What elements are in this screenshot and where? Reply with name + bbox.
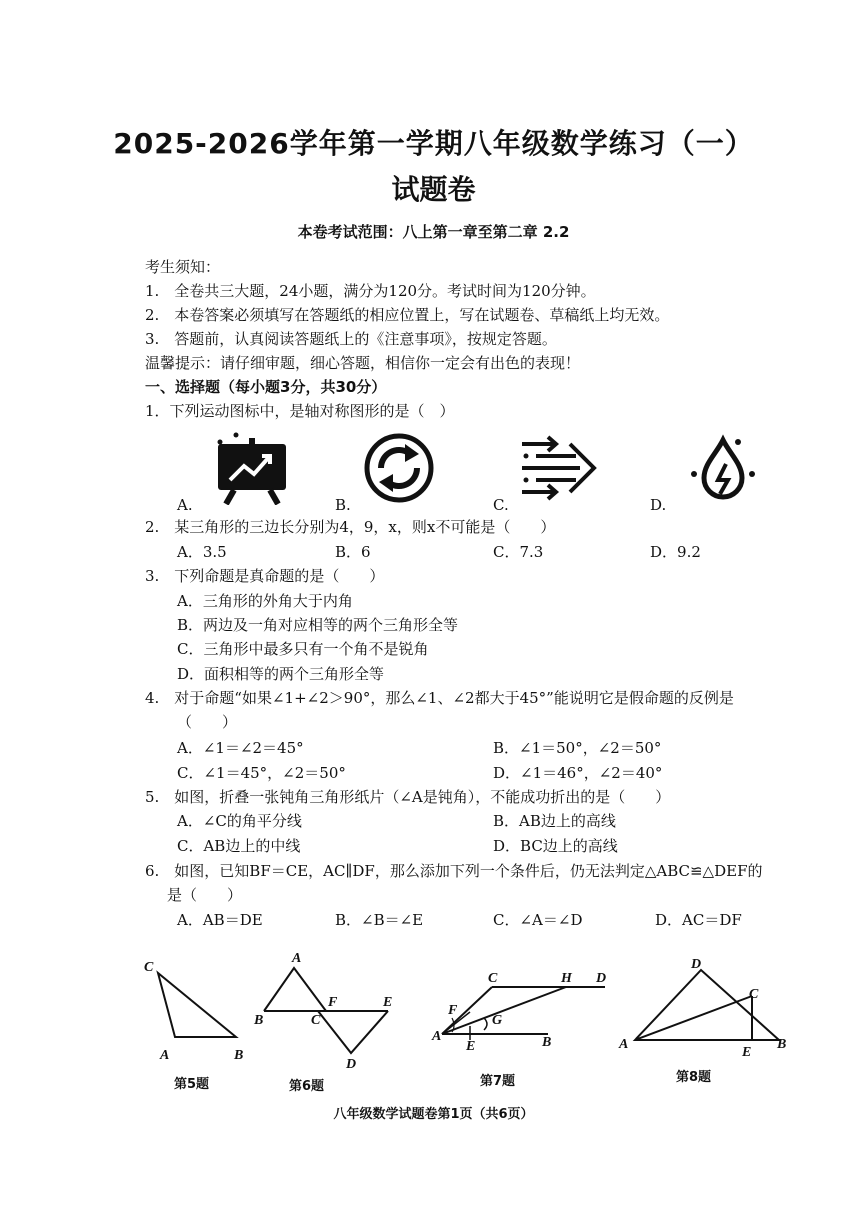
q6-stem: 6. 如图，已知BF＝CE，AC∥DF，那么添加下列一个条件后，仍无法判定△ABC≌△DEF的 <box>145 862 763 880</box>
figure-8-caption: 第8题 <box>676 1070 712 1085</box>
q5-option-c: C．AB边上的中线 <box>177 837 301 855</box>
q2-option-b: B．6 <box>335 543 371 561</box>
fig6-label-f: F <box>328 995 338 1010</box>
fig8-label-e: E <box>742 1045 752 1060</box>
figure-7-caption: 第7题 <box>480 1074 516 1089</box>
q3-option-d: D．面积相等的两个三角形全等 <box>177 665 385 683</box>
q3-option-c: C．三角形中最多只有一个角不是锐角 <box>177 640 429 658</box>
water-drop-energy-icon <box>686 434 760 504</box>
fig7-label-d: D <box>596 971 607 986</box>
notice-item-2: 2. 本卷答案必须填写在答题纸的相应位置上，写在试题卷、草稿纸上均无效。 <box>145 306 670 324</box>
exam-scope: 本卷考试范围：八上第一章至第二章 2.2 <box>297 223 570 241</box>
q6-option-a: A．AB＝DE <box>177 911 263 929</box>
fig8-label-c: C <box>749 987 759 1002</box>
fig7-label-e: E <box>466 1039 476 1054</box>
fig7-label-h: H <box>561 971 572 986</box>
fig8-label-b: B <box>777 1037 787 1052</box>
figure-6-triangles <box>248 948 408 1073</box>
q5-option-d: D．BC边上的高线 <box>493 837 618 855</box>
q5-option-b: B．AB边上的高线 <box>493 812 616 830</box>
q2-option-d: D．9.2 <box>650 543 701 561</box>
fig5-label-c: C <box>144 960 154 975</box>
q4-option-a: A．∠1＝∠2＝45° <box>177 739 304 757</box>
fig7-label-b: B <box>542 1035 552 1050</box>
fig5-label-a: A <box>160 1048 170 1063</box>
fig7-label-a: A <box>432 1029 442 1044</box>
fig7-label-c: C <box>488 971 498 986</box>
q6-option-d: D．AC＝DF <box>655 911 742 929</box>
notice-item-3: 3. 答题前，认真阅读答题纸上的《注意事项》，按规定答题。 <box>145 330 557 348</box>
fig6-label-d: D <box>346 1057 357 1072</box>
q4-stem: 4. 对于命题“如果∠1+∠2＞90°，那么∠1、∠2都大于45°”能说明它是假命题的反例是 <box>145 689 734 707</box>
fig7-label-g: G <box>492 1013 503 1028</box>
fig6-label-e: E <box>383 995 393 1010</box>
figure-6-caption: 第6题 <box>289 1079 325 1094</box>
speed-arrows-icon <box>518 432 600 502</box>
fig6-label-a: A <box>292 951 302 966</box>
page-subtitle: 试题卷 <box>391 173 476 206</box>
q1-stem: 1．下列运动图标中，是轴对称图形的是（ ） <box>145 402 455 420</box>
q3-option-a: A．三角形的外角大于内角 <box>177 592 353 610</box>
recycle-arrows-icon <box>363 432 435 504</box>
q2-stem: 2. 某三角形的三边长分别为4，9，x，则x不可能是（ ） <box>145 518 556 536</box>
q1-option-c: C. <box>493 496 509 514</box>
q4-option-d: D．∠1＝46°，∠2＝40° <box>493 764 663 782</box>
notice-tip: 温馨提示：请仔细审题，细心答题，相信你一定会有出色的表现！ <box>145 354 581 372</box>
q2-option-c: C．7.3 <box>493 543 544 561</box>
page-title: 2025-2026学年第一学期八年级数学练习（一） <box>113 127 754 160</box>
q6-option-c: C．∠A＝∠D <box>493 911 583 929</box>
figure-7-parallel-lines <box>428 962 618 1054</box>
q5-option-a: A．∠C的角平分线 <box>177 812 302 830</box>
fig5-label-b: B <box>234 1048 244 1063</box>
q1-option-d: D. <box>650 496 667 514</box>
q4-option-b: B．∠1＝50°，∠2＝50° <box>493 739 662 757</box>
figure-5-caption: 第5题 <box>174 1077 210 1092</box>
fig6-label-c: C <box>311 1013 321 1028</box>
page-footer: 八年级数学试题卷第1页（共6页） <box>333 1107 534 1122</box>
q3-stem: 3. 下列命题是真命题的是（ ） <box>145 567 385 585</box>
notice-heading: 考生须知： <box>145 258 221 276</box>
q6-stem-cont: 是（ ） <box>167 886 243 904</box>
q3-option-b: B．两边及一角对应相等的两个三角形全等 <box>177 616 459 634</box>
notice-item-1: 1. 全卷共三大题，24小题，满分为120分。考试时间为120分钟。 <box>145 282 596 300</box>
q6-option-b: B．∠B＝∠E <box>335 911 424 929</box>
presentation-chart-icon <box>212 430 292 505</box>
fig8-label-d: D <box>691 957 702 972</box>
figure-5-triangle <box>140 955 255 1065</box>
section-heading: 一、选择题（每小题3分，共30分） <box>145 378 387 396</box>
fig8-label-a: A <box>619 1037 629 1052</box>
fig7-label-f: F <box>448 1003 458 1018</box>
q4-option-c: C．∠1＝45°，∠2＝50° <box>177 764 346 782</box>
figure-8-quadrilateral <box>615 952 795 1062</box>
q4-paren: （ ） <box>177 713 238 731</box>
q2-option-a: A．3.5 <box>177 543 227 561</box>
q1-option-a: A. <box>177 496 193 514</box>
fig6-label-b: B <box>254 1013 264 1028</box>
q5-stem: 5. 如图，折叠一张钝角三角形纸片（∠A是钝角），不能成功折出的是（ ） <box>145 788 671 806</box>
q1-option-b: B. <box>335 496 351 514</box>
